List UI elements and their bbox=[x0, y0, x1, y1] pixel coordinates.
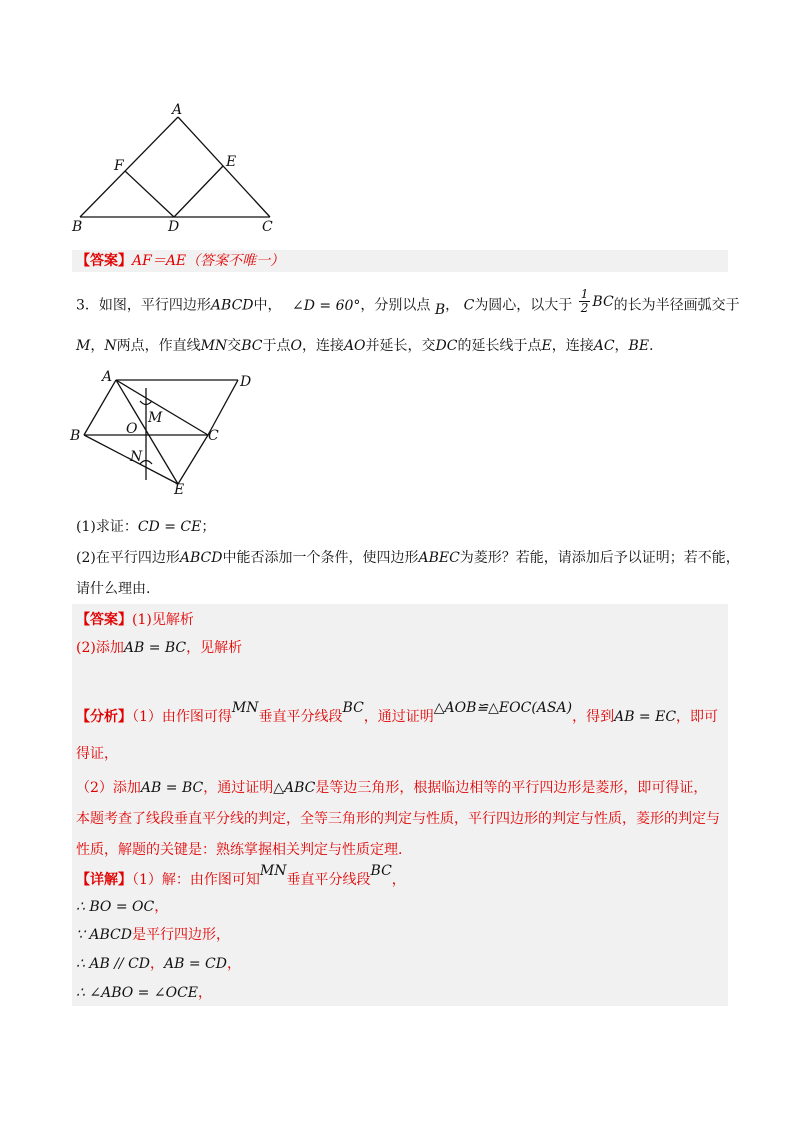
analysis-text: ，得到 bbox=[572, 709, 615, 725]
analysis-text: 是等边三角形，根据临边相等的平行四边形是菱形，即可得证， bbox=[315, 780, 708, 796]
math-bc: BC bbox=[342, 700, 364, 716]
q3-text: 中能否添加一个条件，使四边形 bbox=[222, 550, 419, 566]
detail-line4 bbox=[76, 954, 241, 974]
math-o: O bbox=[290, 338, 302, 354]
analysis-line2 bbox=[76, 744, 118, 764]
analysis-text: ，通过证明 bbox=[363, 709, 434, 725]
detail-text: 垂直平分线段 bbox=[286, 872, 371, 888]
solution-band bbox=[72, 604, 728, 1006]
analysis-line3 bbox=[76, 778, 707, 798]
fraction-half bbox=[579, 288, 591, 315]
math-abcd: ∵ ABCD bbox=[76, 927, 132, 943]
q3-text: 的延长线于点 bbox=[457, 338, 542, 354]
q3-text: (1)求证： bbox=[76, 519, 138, 535]
q3-text: 中， bbox=[253, 297, 282, 314]
math-b: B bbox=[434, 301, 446, 318]
detail-text: ， bbox=[227, 956, 241, 972]
math-angle-d: ∠D = 60° bbox=[291, 297, 361, 314]
label-C: C bbox=[262, 219, 273, 235]
math-cd-ce: CD = CE bbox=[137, 519, 202, 535]
answer-tag: 【答案】 bbox=[76, 253, 132, 269]
frac-den: 2 bbox=[580, 301, 589, 315]
analysis-text: 得证， bbox=[76, 746, 118, 762]
q3-text: 两点，作直线 bbox=[116, 338, 201, 354]
analysis-line5 bbox=[76, 840, 402, 860]
figure-parallelogram bbox=[66, 368, 266, 498]
answer3-line1 bbox=[76, 610, 194, 630]
figure-triangle bbox=[66, 100, 296, 240]
detail-line2 bbox=[76, 897, 168, 917]
q3-text: 为菱形？若能，请添加后予以证明；若不能， bbox=[459, 550, 740, 566]
label-O: O bbox=[126, 421, 138, 437]
label-B: B bbox=[70, 428, 81, 444]
answer1-line bbox=[76, 251, 284, 271]
label-D: D bbox=[240, 374, 252, 390]
label-D: D bbox=[168, 219, 180, 235]
math-triangle-abc: △ABC bbox=[273, 780, 316, 796]
math-mn: MN bbox=[259, 863, 287, 879]
answer1-text: AF＝AE（答案不唯一） bbox=[132, 253, 285, 269]
q3-text: ， bbox=[445, 297, 460, 314]
q3-text: ； bbox=[201, 519, 216, 535]
analysis-text: 性质，解题的关键是：熟练掌握相关判定与性质定理. bbox=[76, 842, 403, 858]
detail-line3 bbox=[76, 925, 230, 945]
math-n: N bbox=[104, 338, 117, 354]
math-mn: MN bbox=[200, 338, 228, 354]
math-angle-eq: ∴ ∠ABO = ∠OCE bbox=[76, 985, 198, 1001]
math-ao: AO bbox=[343, 338, 366, 354]
math-ab-bc: AB = BC bbox=[123, 640, 187, 656]
detail-text: ， bbox=[154, 899, 169, 915]
math-dc: DC bbox=[435, 338, 458, 354]
math-ab-cd: AB = CD bbox=[164, 956, 227, 972]
detail-line1 bbox=[76, 863, 406, 890]
q3-text: 的长为半径画弧交于 bbox=[613, 297, 740, 314]
q3-text: ， bbox=[90, 338, 105, 354]
analysis-text: （2）添加 bbox=[76, 780, 141, 796]
answer-tag: 【答案】 bbox=[76, 612, 132, 628]
analysis-text: ，即可 bbox=[676, 709, 719, 725]
q3-sub2-cont bbox=[76, 579, 150, 599]
q3-text: 交 bbox=[227, 338, 242, 354]
math-parallel: ∴ AB // CD bbox=[76, 956, 151, 972]
label-F: F bbox=[114, 158, 124, 174]
answer-text: ，见解析 bbox=[186, 640, 243, 656]
q3-text: (2)在平行四边形 bbox=[76, 550, 180, 566]
math-bc: BC bbox=[241, 338, 263, 354]
math-ab-ec: AB = EC bbox=[614, 709, 677, 725]
math-abcd: ABCD bbox=[210, 297, 254, 314]
math-e: E bbox=[541, 338, 552, 354]
label-E: E bbox=[226, 154, 237, 170]
math-bo-oc: ∴ BO = OC bbox=[76, 899, 155, 915]
math-congruence: △AOB≌△EOC(ASA) bbox=[433, 700, 573, 716]
detail-tag: 【详解】 bbox=[76, 872, 132, 888]
q3-text: 请什么理由. bbox=[76, 581, 151, 597]
answer3-line2 bbox=[76, 638, 242, 658]
answer-text: (2)添加 bbox=[76, 640, 124, 656]
detail-text: （1）解：由作图可知 bbox=[132, 872, 260, 888]
q3-line2 bbox=[76, 336, 654, 356]
math-bc: BC bbox=[370, 863, 392, 879]
analysis-text: 垂直平分线段 bbox=[258, 709, 343, 725]
analysis-line1 bbox=[76, 700, 719, 727]
detail-line5 bbox=[76, 983, 212, 1003]
analysis-tag: 【分析】 bbox=[76, 709, 132, 725]
math-ab-bc: AB = BC bbox=[140, 780, 204, 796]
answer-text: (1)见解析 bbox=[132, 612, 194, 628]
detail-text: 是平行四边形， bbox=[131, 927, 230, 943]
q3-text: 并延长，交 bbox=[365, 338, 436, 354]
detail-text: ， bbox=[150, 956, 165, 972]
label-N: N bbox=[130, 449, 143, 465]
q3-text: . bbox=[649, 338, 654, 354]
math-bc: BC bbox=[592, 293, 614, 310]
q3-line1 bbox=[76, 287, 740, 319]
label-C: C bbox=[208, 428, 219, 444]
q3-text: 为圆心，以大于 bbox=[474, 297, 573, 314]
math-ac: AC bbox=[593, 338, 615, 354]
math-abcd: ABCD bbox=[179, 550, 223, 566]
detail-text: ， bbox=[391, 872, 406, 888]
math-c: C bbox=[463, 297, 475, 314]
frac-num: 1 bbox=[580, 287, 589, 301]
q3-text: ，连接 bbox=[301, 338, 344, 354]
q3-text: 于点 bbox=[262, 338, 291, 354]
q3-text: 3．如图，平行四边形 bbox=[76, 297, 211, 314]
q3-text: ， bbox=[614, 338, 629, 354]
math-m: M bbox=[76, 338, 91, 354]
label-A: A bbox=[102, 369, 113, 385]
math-be: BE bbox=[628, 338, 650, 354]
q3-text: ，分别以点 bbox=[360, 297, 431, 314]
analysis-text: （1）由作图可得 bbox=[132, 709, 232, 725]
detail-text: ， bbox=[198, 985, 212, 1001]
math-mn: MN bbox=[231, 700, 259, 716]
analysis-line4 bbox=[76, 809, 720, 829]
q3-text: ，连接 bbox=[551, 338, 594, 354]
label-E: E bbox=[174, 482, 185, 498]
math-abec: ABEC bbox=[418, 550, 460, 566]
label-M: M bbox=[148, 410, 163, 426]
label-A: A bbox=[172, 102, 183, 118]
q3-sub2 bbox=[76, 548, 740, 568]
label-B: B bbox=[72, 219, 83, 235]
analysis-text: ，通过证明 bbox=[203, 780, 274, 796]
analysis-text: 本题考查了线段垂直平分线的判定，全等三角形的判定与性质，平行四边形的判定与性质，菱形的判定与 bbox=[76, 811, 720, 827]
q3-sub1 bbox=[76, 517, 215, 537]
